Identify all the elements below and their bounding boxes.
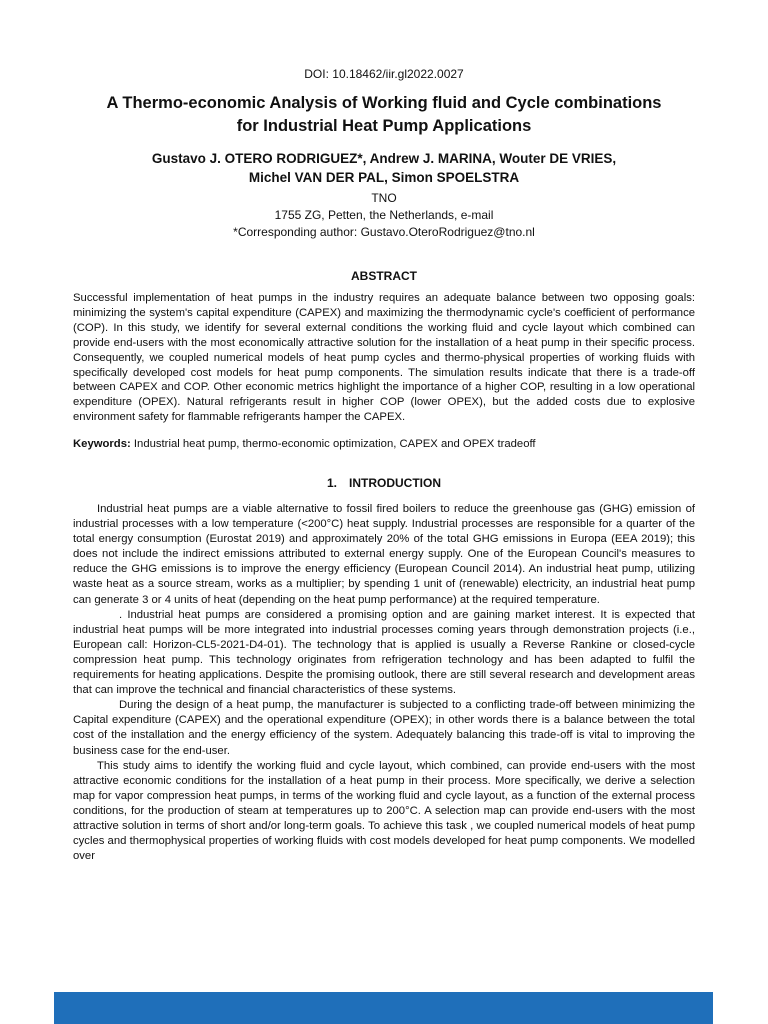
- corresponding-author: *Corresponding author: Gustavo.OteroRodriguez@tno.nl: [233, 225, 535, 239]
- keywords-line: [73, 437, 695, 452]
- affiliation-address: 1755 ZG, Petten, the Netherlands, e-mail: [274, 208, 494, 222]
- doi-line: DOI: 10.18462/iir.gl2022.0027: [304, 67, 464, 81]
- keywords-label: Keywords:: [73, 438, 131, 450]
- affiliation-block: [60, 190, 708, 241]
- affiliation-org: TNO: [371, 191, 397, 205]
- abstract-text: Successful implementation of heat pumps in the industry requires an adequate balance between two opposing goals: minimizing the system's capital expenditure (CAPEX) and maximizing the thermodynamic cycle's coefficient of performance (COP). In this study, we identify for several external conditions the working fluid and cycle layout which combined can provide end-users with the most economically attractive solution for the installation of a heat pump in their specific process. Consequently, we coupled numerical models of heat pump cycles and thermo-physical properties of working fluids with specifically developed cost models for heat pump components. The simulation results indicate that there is a trade-off between CAPEX and COP. Other economic metrics highlight the importance of a higher COP, resulting in a low operational expenditure (OPEX). Natural refrigerants result in higher COP (lower OPEX), but the added costs due to explosive environment safety for flammable refrigerants hamper the CAPEX.: [73, 292, 695, 424]
- authors-line-1: Gustavo J. OTERO RODRIGUEZ*, Andrew J. MARINA, Wouter DE VRIES,: [151, 151, 617, 166]
- authors-line-2: Michel VAN DER PAL, Simon SPOELSTRA: [248, 170, 520, 185]
- keywords-text: Industrial heat pump, thermo-economic optimization, CAPEX and OPEX tradeoff: [130, 438, 536, 450]
- abstract-heading: ABSTRACT: [351, 269, 417, 283]
- title-line-2: for Industrial Heat Pump Applications: [236, 117, 532, 135]
- paper-title: [60, 92, 708, 138]
- author-list: [90, 149, 678, 187]
- paragraph: This study aims to identify the working fluid and cycle layout, which combined, can provide end-users with the most attractive economic conditions for the installation of a heat pump in their process. More specifically, we derive a selection map for vapor compression heat pumps, in terms of the working fluid and cycle layout, as a function of the external process conditions, for the production of steam at temperatures up to 200°C. A selection map can provide end-users with the most attractive solution in terms of short and/or long-term goals. To achieve this task , we coupled numerical models of heat pump cycles and thermophysical properties of working fluids with cost models developed for heat pump components. We modelled over: [73, 759, 695, 863]
- section-heading: [0, 476, 768, 490]
- paragraph: Industrial heat pumps are a viable alternative to fossil fired boilers to reduce the greenhouse gas (GHG) emission of industrial processes with a low temperature (<200°C) heat supply. Industrial processes are responsible for a quarter of the total energy consumption (Eurostat 2019) and approximately 20% of the total GHG emissions in Europa (EEA 2019); this does not include the indirect emissions attributed to external energy supply. One of the European Council's measures to reduce the GHG emissions is to improve the energy efficiency (European Council 2014). An industrial heat pump, utilizing waste heat as a source stream, works as a multiplier; by spending 1 unit of (renewable) electricity, an industrial heat pump can generate 3 or 4 units of heat (depending on the heat pump performance) at the required temperature.: [73, 503, 695, 606]
- title-line-1: A Thermo-economic Analysis of Working fluid and Cycle combinations: [106, 94, 662, 112]
- section-number: 1.: [326, 476, 337, 490]
- introduction-body: [73, 502, 695, 864]
- footer-band: [54, 992, 713, 1024]
- section-title: INTRODUCTION: [349, 476, 441, 490]
- paragraph: During the design of a heat pump, the manufacturer is subjected to a conflicting trade-off between minimizing the Capital expenditure (CAPEX) and the operational expenditure (OPEX); in other words there is a balance between the total cost of the installation and the energy efficiency of the system. Adequately balancing this trade-off is vital to improving the business case for the end-user.: [73, 699, 695, 757]
- paragraph: . Industrial heat pumps are considered a promising option and are gaining market interest. It is expected that industrial heat pumps will be more integrated into industrial processes coming years through demonstration projects (i.e., European call: Horizon-CL5-2021-D4-01). The technology that is applied is usually a Reverse Rankine or closed-cycle compression heat pump. This technology originates from refrigeration technology and has been adapted to fulfil the requirements for heating applications. Despite the promising outlook, there are still several research and development areas that can improve the technical and financial characteristics of these systems.: [73, 608, 695, 697]
